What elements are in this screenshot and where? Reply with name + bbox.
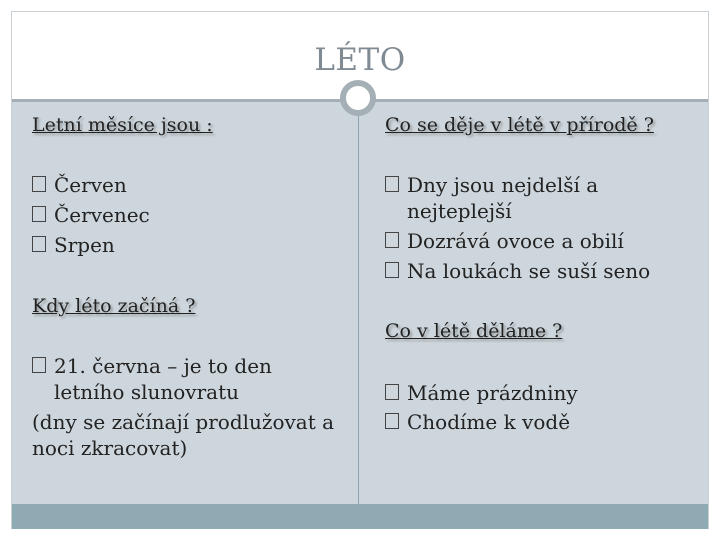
checkbox-bullet-icon	[385, 384, 399, 400]
list-item: Červenec	[30, 202, 350, 228]
activities-heading: Co v létě děláme ?	[385, 320, 563, 342]
checkbox-bullet-icon	[385, 232, 399, 248]
list-item: Na loukách se suší seno	[383, 258, 703, 284]
column-divider	[358, 102, 359, 504]
start-heading: Kdy léto začíná ?	[32, 295, 196, 317]
months-heading: Letní měsíce jsou :	[32, 114, 213, 136]
start-note: (dny se začínají prodlužovat a noci zkracovat)	[32, 410, 335, 460]
list-item: Dozrává ovoce a obilí	[383, 228, 703, 254]
checkbox-bullet-icon	[32, 206, 46, 222]
slide-title: LÉTO	[314, 42, 406, 78]
list-item: Máme prázdniny	[383, 380, 703, 406]
checkbox-bullet-icon	[385, 176, 399, 192]
checkbox-bullet-icon	[32, 236, 46, 252]
checkbox-bullet-icon	[385, 413, 399, 429]
checkbox-bullet-icon	[32, 357, 46, 373]
list-item: Červen	[30, 172, 350, 198]
footer-bar	[12, 504, 708, 529]
list-item: Srpen	[30, 232, 350, 258]
circle-ornament-icon	[340, 80, 376, 116]
list-item: Dny jsou nejdelší a nejteplejší	[383, 172, 638, 224]
checkbox-bullet-icon	[32, 176, 46, 192]
nature-heading: Co se děje v létě v přírodě ?	[385, 114, 654, 136]
checkbox-bullet-icon	[385, 262, 399, 278]
start-item: 21. června – je to den letního slunovratu	[30, 353, 340, 405]
list-item: Chodíme k vodě	[383, 409, 703, 435]
